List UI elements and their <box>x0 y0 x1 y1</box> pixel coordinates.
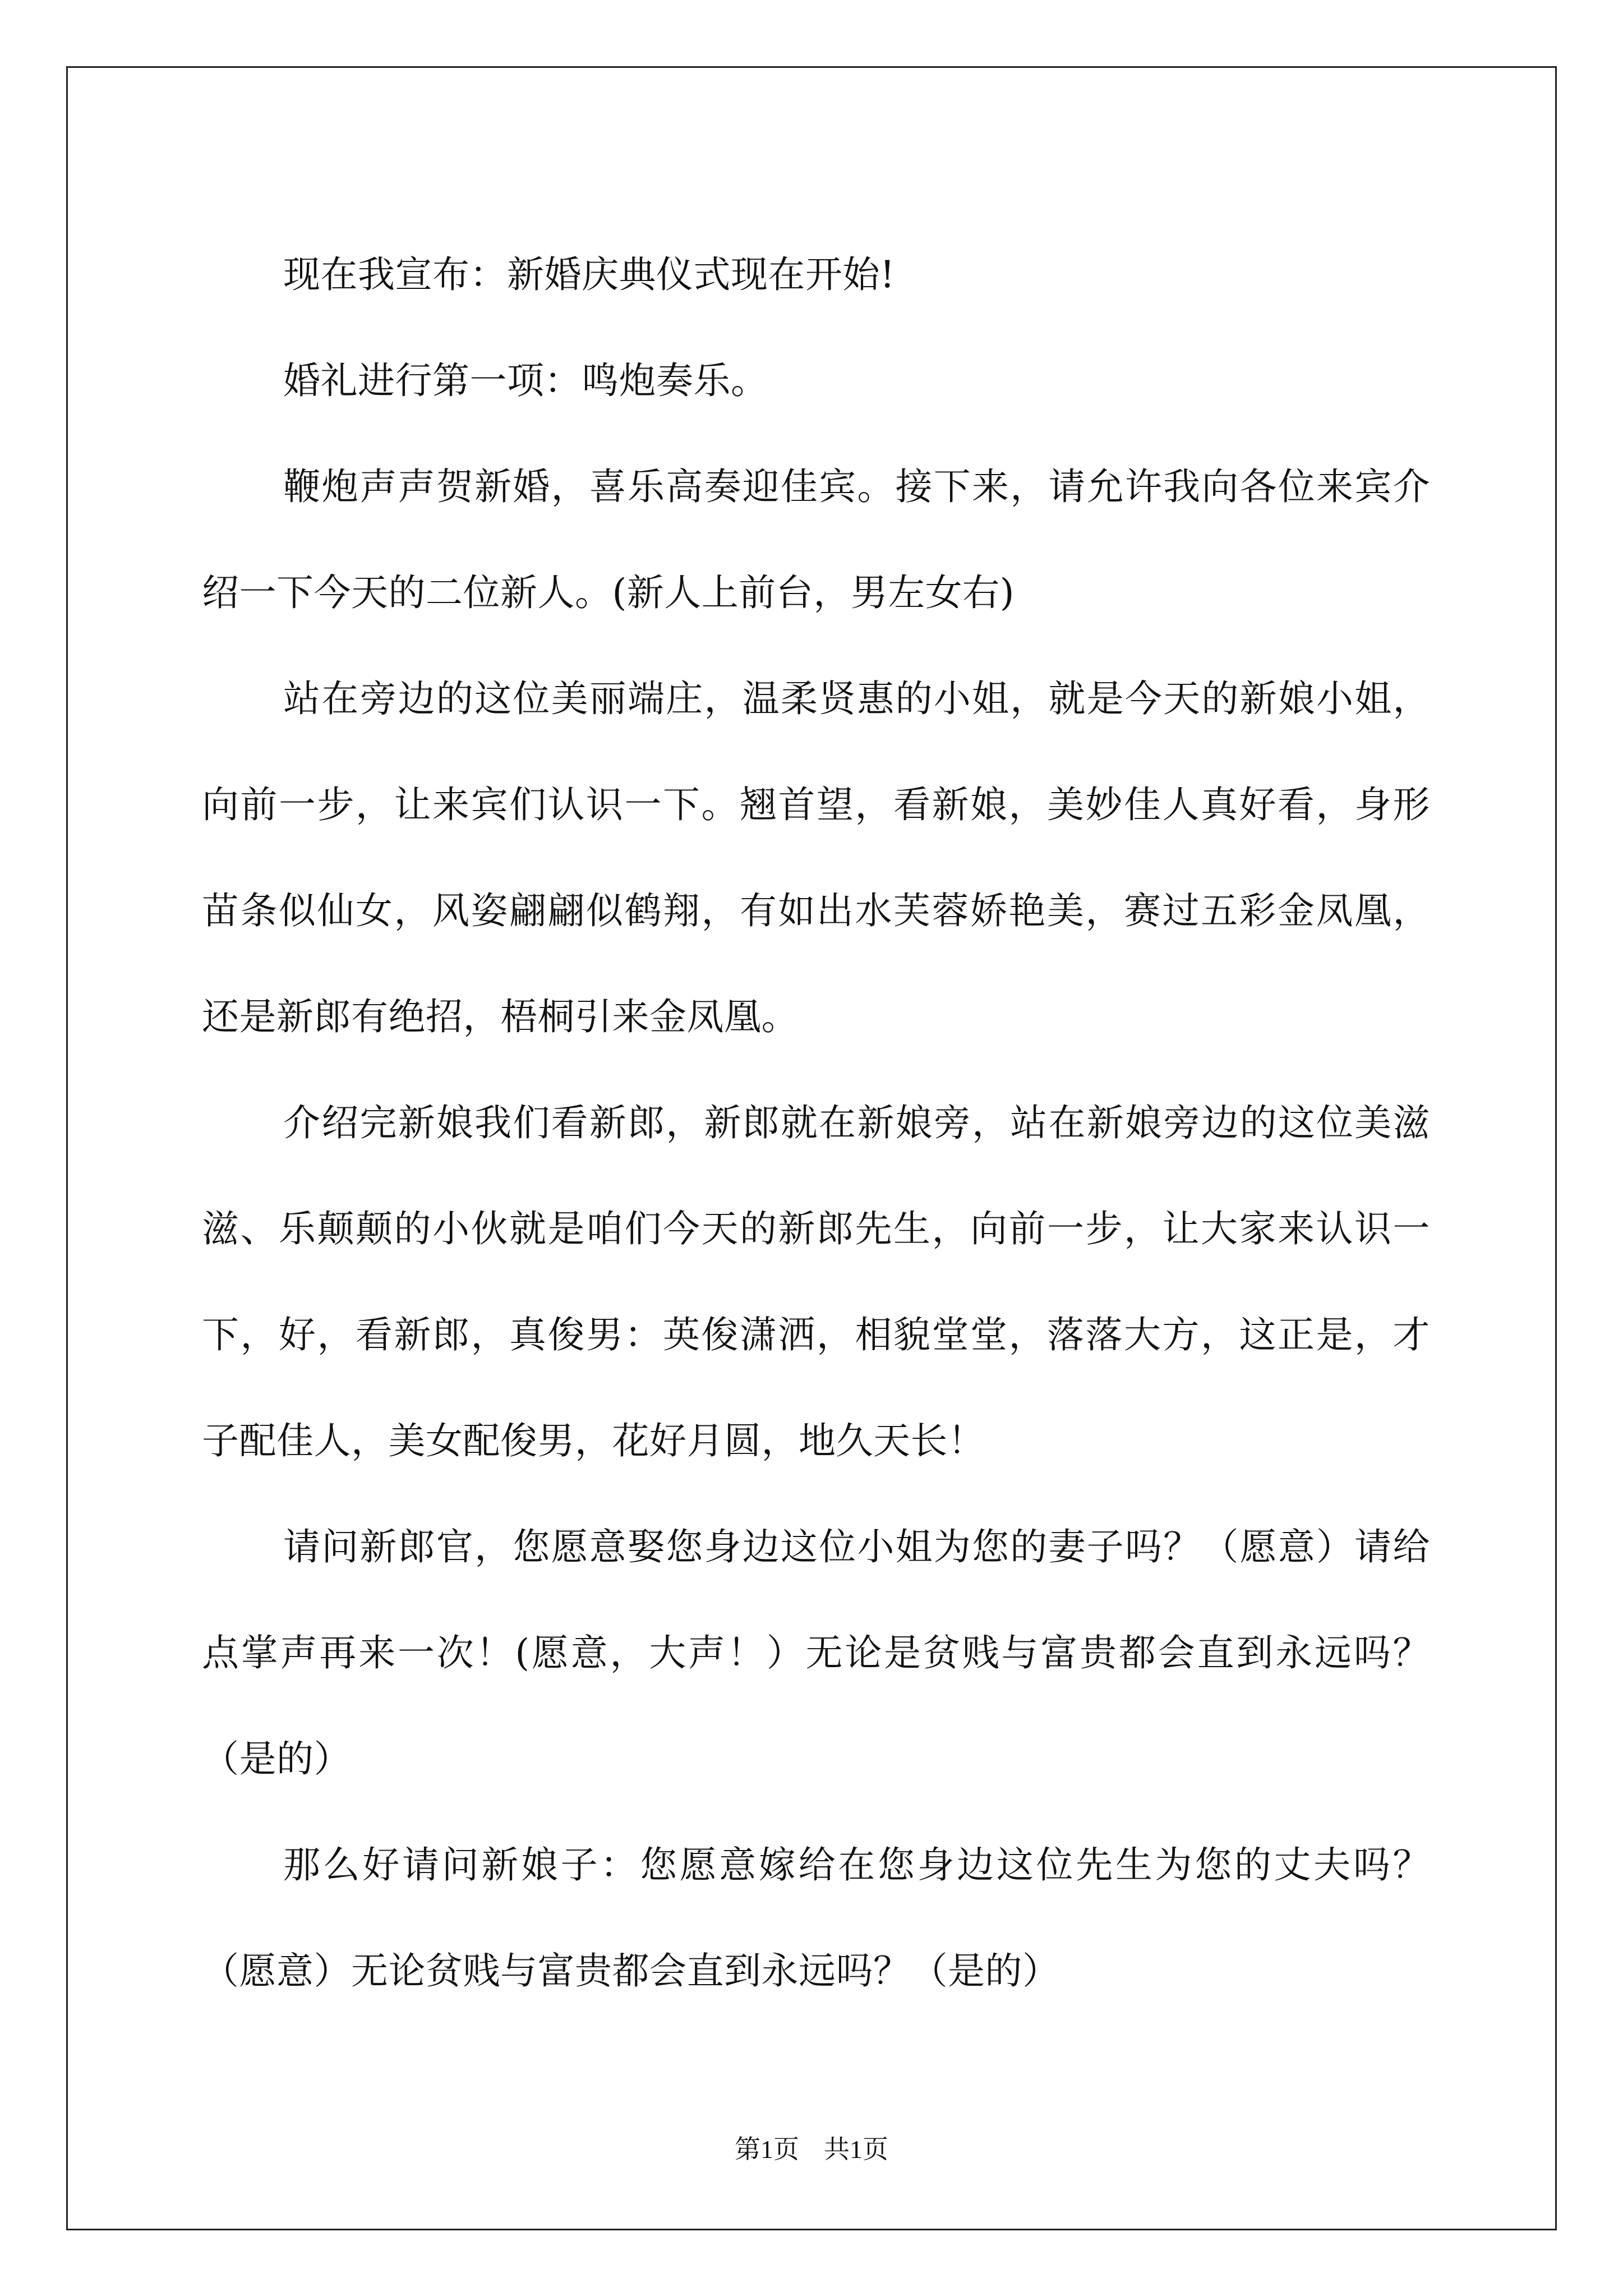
paragraph-first-item: 婚礼进行第一项：鸣炮奏乐。 <box>283 359 768 402</box>
paragraph-announcement: 现在我宣布：新婚庆典仪式现在开始! <box>283 253 896 296</box>
paragraph-groom-vow: 请问新郎官，您愿意娶您身边这位小姐为您的妻子吗？（愿意）请给点掌声再来一次！(愿意，大声！）无论是贫贱与富贵都会直到永远吗？（是的） <box>202 1525 1430 1780</box>
document-body <box>202 222 1430 2024</box>
paragraph-bride-vow: 那么好请问新娘子：您愿意嫁给在您身边这位先生为您的丈夫吗？（愿意）无论贫贱与富贵都会直到永远吗？（是的） <box>202 1843 1430 1993</box>
page-number: 第1页 <box>735 2135 799 2164</box>
page-total: 共1页 <box>824 2135 888 2164</box>
paragraph-introduction: 鞭炮声声贺新婚，喜乐高奏迎佳宾。接下来，请允许我向各位来宾介绍一下今天的二位新人。(新人上前台，男左女右) <box>202 465 1430 614</box>
page-footer <box>0 2133 1623 2166</box>
paragraph-groom: 介绍完新娘我们看新郎，新郎就在新娘旁，站在新娘旁边的这位美滋滋、乐颠颠的小伙就是咱们今天的新郎先生，向前一步，让大家来认识一下，好，看新郎，真俊男：英俊潇洒，相貌堂堂，落落大方，这正是，才子配佳人，美女配俊男，花好月圆，地久天长！ <box>202 1101 1430 1462</box>
paragraph-bride: 站在旁边的这位美丽端庄，温柔贤惠的小姐，就是今天的新娘小姐，向前一步，让来宾们认识一下。翘首望，看新娘，美妙佳人真好看，身形苗条似仙女，风姿翩翩似鹤翔，有如出水芙蓉娇艳美，赛过五彩金凤凰，还是新郎有绝招，梧桐引来金凤凰。 <box>202 677 1430 1038</box>
